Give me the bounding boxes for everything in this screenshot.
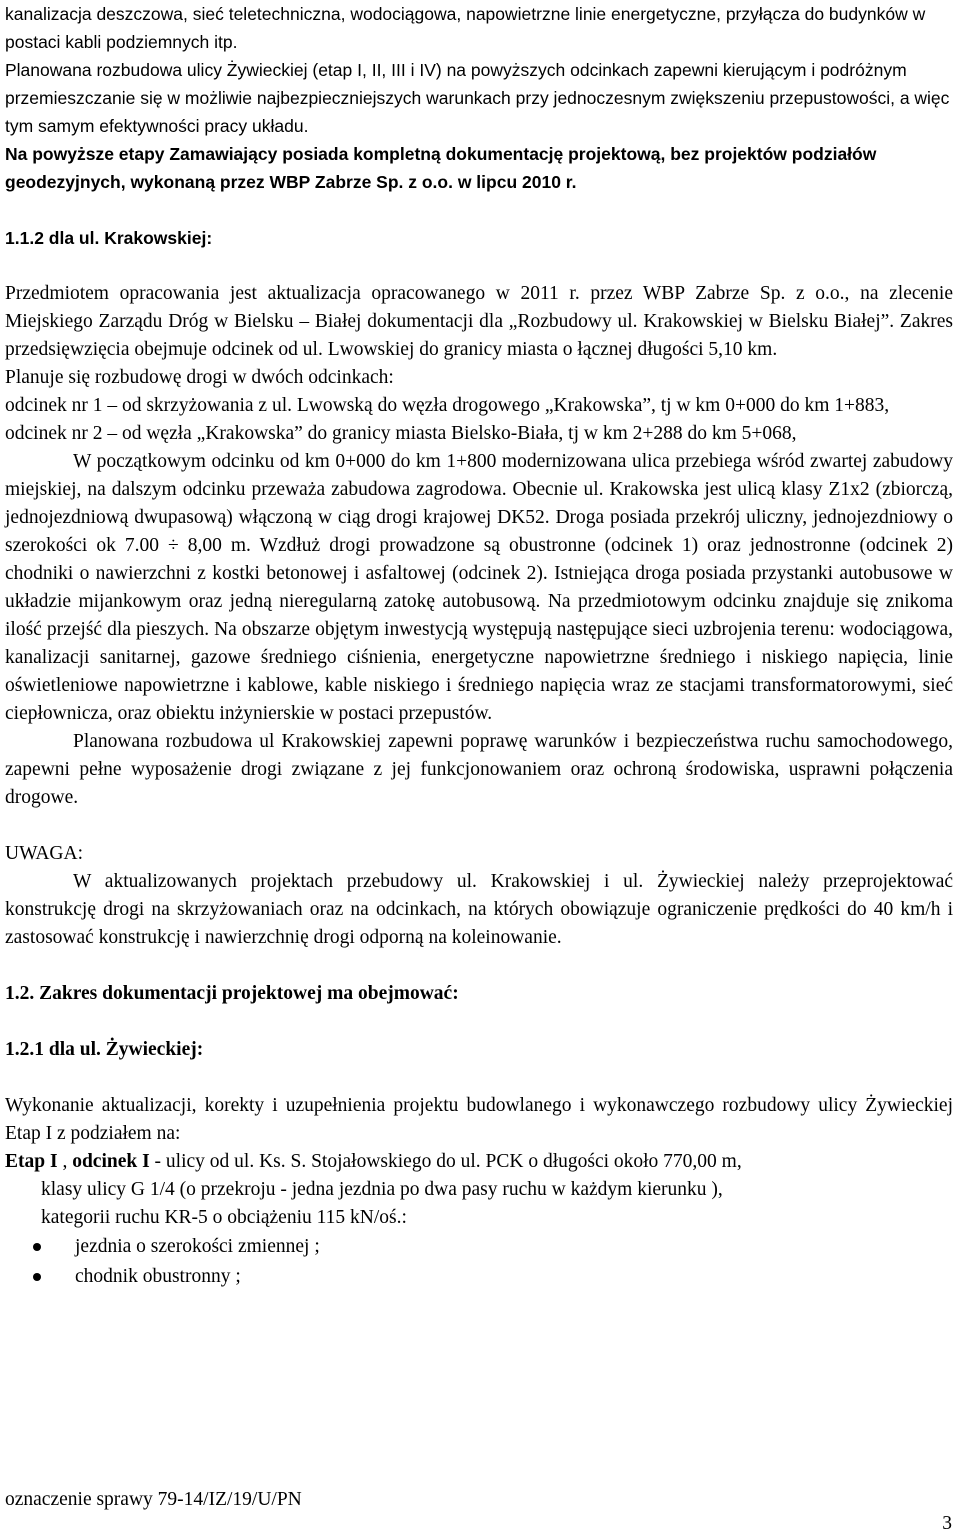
paragraph-planowana-krakowska: Planowana rozbudowa ul Krakowskiej zapewni poprawę warunków i bezpieczeństwa ruchu samochodowego, zapewni pełne wyposażenie drogi związane z jej funkcjonowaniem oraz ochroną środowiska, usprawni połączenia drogowe. — [5, 731, 953, 808]
heading-1-1-2: 1.1.2 dla ul. Krakowskiej: — [5, 228, 213, 248]
paragraph-odcinek-1: odcinek nr 1 – od skrzyżowania z ul. Lwowską do węzła drogowego „Krakowska”, tj w km 0+000 do km 1+883, — [5, 395, 890, 416]
paragraph-planuje: Planuje się rozbudowę drogi w dwóch odcinkach: — [5, 367, 394, 388]
heading-1-2: 1.2. Zakres dokumentacji projektowej ma obejmować: — [5, 983, 459, 1004]
etap-label: Etap I — [5, 1151, 58, 1172]
bullet-icon — [33, 1273, 41, 1281]
paragraph-przedmiotem: Przedmiotem opracowania jest aktualizacja opracowanego w 2011 r. przez WBP Zabrze Sp. z o.o., na zlecenie Miejskiego Zarządu Dróg w Bielsku – Białej dokumentacji dla „Rozbudowy ul. Krakowskiej w Bielsku Białej”. Zakres przedsięwzięcia obejmuje odcinek od ul. Lwowskiej do granicy miasta o łącznej długości 5,10 km. — [5, 283, 953, 360]
paragraph-poczatkowym: W początkowym odcinku od km 0+000 do km 1+800 modernizowana ulica przebiega wśród zwartej zabudowy miejskiej, na dalszym odcinku przeważa zabudowa zagrodowa. Obecnie ul. Krakowska jest ulicą klasy Z1x2 (zbiorczą, jednojezdniową dwupasową) włączoną w ciąg drogi krajowej DK52. Droga posiada przekrój uliczny, jednojezdniowy o szerokości ok 7.00 ÷ 8,00 m. Wzdłuż drogi prowadzone są obustronne (odcinek 1) oraz jednostronne (odcinek 2) chodniki o nawierzchni z kostki betonowej i asfaltowej (odcinek 2). Istniejąca droga posiada przystanki autobusowe w układzie mijankowym oraz jedną nieregularną zatokę autobusową. Na przedmiotowym odcinku znajduje się znikoma ilość przejść dla pieszych. Na obszarze objętym inwestycją występują następujące sieci uzbrojenia terenu: wodociągowa, kanalizacji sanitarnej, gazowe średniego ciśnienia, energetyczne napowietrzne średniego i niskiego napięcia, linie oświetleniowe napowietrzne i kablowe, kable niskiego i średniego napięcia wraz ze stacjami transformatorowymi, sieć ciepłownicza, oraz obiektu inżynierskie w postaci przepustów. — [5, 451, 953, 724]
paragraph-odcinek-2: odcinek nr 2 – od węzła „Krakowska” do granicy miasta Bielsko-Biała, tj w km 2+288 do km 5+068, — [5, 423, 797, 444]
list-item — [5, 1232, 953, 1262]
etap-line — [5, 1148, 953, 1176]
uwaga-label: UWAGA: — [5, 843, 83, 864]
paragraph-etapy-bold: Na powyższe etapy Zamawiający posiada kompletną dokumentację projektową, bez projektów podziałów geodezyjnych, wykonaną przez WBP Zabrze Sp. z o.o. w lipcu 2010 r. — [5, 144, 877, 192]
footer-case-number: oznaczenie sprawy 79-14/IZ/19/U/PN — [5, 1489, 302, 1510]
etap-separator: , — [57, 1151, 73, 1172]
paragraph-wykonanie: Wykonanie aktualizacji, korekty i uzupełnienia projektu budowlanego i wykonawczego rozbudowy ulicy Żywieckiej Etap I z podziałem na: — [5, 1095, 953, 1144]
paragraph-zywiecka: Planowana rozbudowa ulicy Żywieckiej (etap I, II, III i IV) na powyższych odcinkach zapewni kierującym i podróżnym przemieszczanie się w możliwie najbezpieczniejszych warunkach przy jednoczesnym zwiększeniu przepustowości, a więc tym samym efektywności pracy układu. — [5, 60, 950, 136]
uwaga-text: W aktualizowanych projektach przebudowy ul. Krakowskiej i ul. Żywieckiej należy przeprojektować konstrukcję drogi na skrzyżowaniach oraz na odcinkach, na których obowiązuje ograniczenie prędkości do 40 km/h i zastosować konstrukcję i nawierzchnię drogi odporną na koleinowanie. — [5, 871, 953, 948]
list-item — [5, 1262, 953, 1292]
paragraph-intro: kanalizacja deszczowa, sieć teletechniczna, wodociągowa, napowietrzne linie energetyczne, przyłącza do budynków w postaci kabli podziemnych itp. — [5, 4, 926, 52]
list-item-text: jezdnia o szerokości zmiennej ; — [75, 1236, 320, 1257]
page-number: 3 — [942, 1513, 952, 1534]
list-item-text: chodnik obustronny ; — [75, 1266, 241, 1287]
bullet-list — [5, 1232, 953, 1292]
etap-description: - ulicy od ul. Ks. S. Stojałowskiego do ul. PCK o długości około 770,00 m, — [149, 1151, 742, 1172]
etap-category-line: kategorii ruchu KR-5 o obciążeniu 115 kN/oś.: — [41, 1207, 407, 1228]
bullet-icon — [33, 1243, 41, 1251]
document-page — [5, 0, 953, 1292]
heading-1-2-1: 1.2.1 dla ul. Żywieckiej: — [5, 1039, 204, 1060]
odcinek-label: odcinek I — [72, 1151, 150, 1172]
etap-class-line: klasy ulicy G 1/4 (o przekroju - jedna jezdnia po dwa pasy ruchu w każdym kierunku ), — [41, 1179, 723, 1200]
